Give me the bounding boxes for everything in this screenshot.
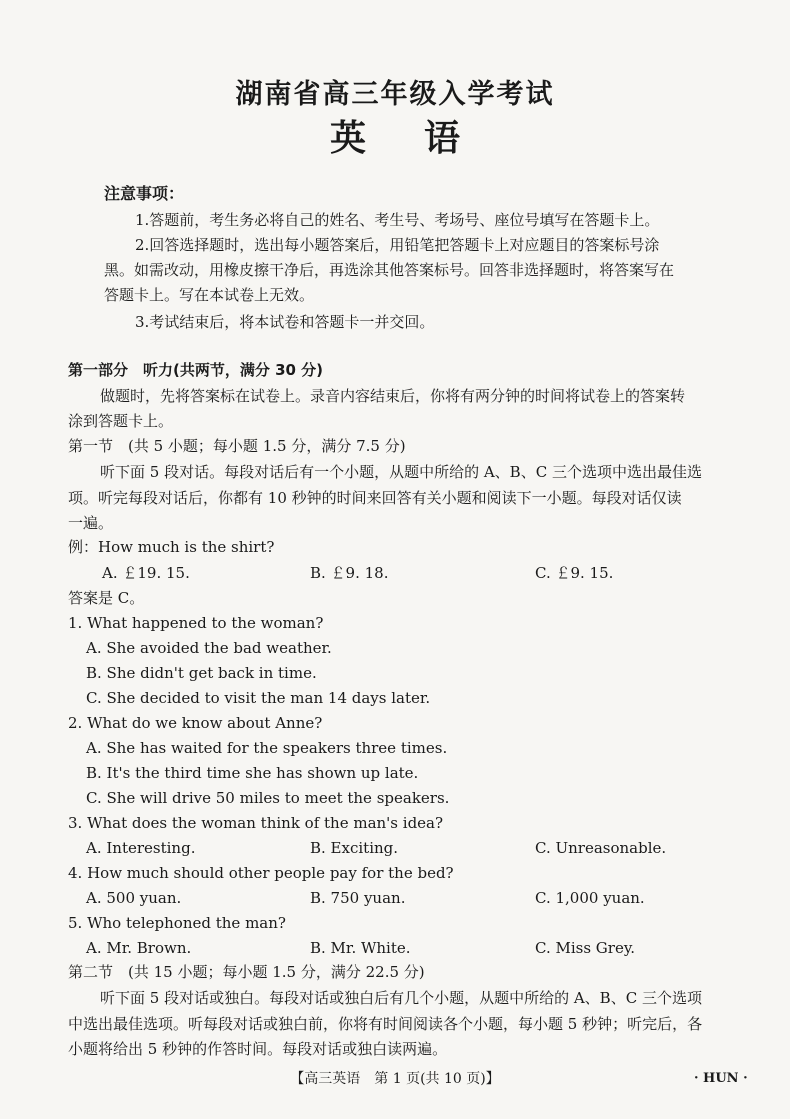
question-3-option-a: A. Interesting. xyxy=(86,839,196,857)
notice-item: 3.考试结束后，将本试卷和答题卡一并交回。 xyxy=(135,313,435,331)
question-5: 5. Who telephoned the man? xyxy=(68,914,286,932)
question-3: 3. What does the woman think of the man's idea? xyxy=(68,814,444,832)
question-2-option-b: B. It's the third time she has shown up late. xyxy=(86,764,419,782)
section2-intro-line: 听下面 5 段对话或独白。每段对话或独白后有几个小题，从题中所给的 A、B、C 三个选项 xyxy=(100,989,702,1007)
example-answer: 答案是 C。 xyxy=(68,589,145,607)
exam-title: 湖南省高三年级入学考试 xyxy=(235,79,555,110)
question-1-option-c: C. She decided to visit the man 14 days later. xyxy=(86,689,431,707)
question-4: 4. How much should other people pay for the bed? xyxy=(68,864,454,882)
question-5-option-a: A. Mr. Brown. xyxy=(86,939,192,957)
question-3-option-c: C. Unreasonable. xyxy=(535,839,667,857)
section1-intro-line: 项。听完每段对话后，你都有 10 秒钟的时间来回答有关小题和阅读下一小题。每段对话仅读 xyxy=(68,489,682,507)
example-option-a: A. ￡19. 15. xyxy=(102,564,190,582)
question-4-option-a: A. 500 yuan. xyxy=(86,889,182,907)
question-1-option-a: A. She avoided the bad weather. xyxy=(86,639,332,657)
notice-item: 答题卡上。写在本试卷上无效。 xyxy=(104,286,315,304)
notice-item: 2.回答选择题时，选出每小题答案后，用铅笔把答题卡上对应题目的答案标号涂 xyxy=(135,236,660,254)
section2-intro-line: 中选出最佳选项。听每段对话或独白前，你将有时间阅读各个小题，每小题 5 秒钟；听完后，各 xyxy=(68,1015,703,1033)
question-2: 2. What do we know about Anne? xyxy=(68,714,323,732)
question-1: 1. What happened to the woman? xyxy=(68,614,324,632)
example-option-c: C. ￡9. 15. xyxy=(535,564,614,582)
subject-title: 英语 xyxy=(329,118,518,159)
part1-intro-line: 涂到答题卡上。 xyxy=(68,412,174,430)
example-question: 例：How much is the shirt? xyxy=(68,538,275,556)
part1-heading: 第一部分 听力(共两节，满分 30 分) xyxy=(68,361,324,379)
notice-item: 1.答题前，考生务必将自己的姓名、考生号、考场号、座位号填写在答题卡上。 xyxy=(135,211,660,229)
notice-heading: 注意事项： xyxy=(104,184,185,203)
question-5-option-c: C. Miss Grey. xyxy=(535,939,636,957)
question-3-option-b: B. Exciting. xyxy=(310,839,399,857)
question-2-option-c: C. She will drive 50 miles to meet the speakers. xyxy=(86,789,450,807)
question-2-option-a: A. She has waited for the speakers three times. xyxy=(86,739,448,757)
section2-heading: 第二节 (共 15 小题；每小题 1.5 分，满分 22.5 分) xyxy=(68,963,425,981)
section1-heading: 第一节 (共 5 小题；每小题 1.5 分，满分 7.5 分) xyxy=(68,437,406,455)
question-1-option-b: B. She didn't get back in time. xyxy=(86,664,317,682)
question-5-option-b: B. Mr. White. xyxy=(310,939,411,957)
footer-code: · HUN · xyxy=(694,1071,748,1086)
section1-intro-line: 一遍。 xyxy=(68,514,114,532)
question-4-option-b: B. 750 yuan. xyxy=(310,889,406,907)
section2-intro-line: 小题将给出 5 秒钟的作答时间。每段对话或独白读两遍。 xyxy=(68,1040,448,1058)
section1-intro-line: 听下面 5 段对话。每段对话后有一个小题，从题中所给的 A、B、C 三个选项中选出最佳选 xyxy=(100,463,702,481)
page-footer: 【高三英语 第 1 页(共 10 页)】 xyxy=(290,1071,500,1087)
example-option-b: B. ￡9. 18. xyxy=(310,564,389,582)
notice-item: 黑。如需改动，用橡皮擦干净后，再选涂其他答案标号。回答非选择题时，将答案写在 xyxy=(104,261,675,279)
part1-intro-line: 做题时，先将答案标在试卷上。录音内容结束后，你将有两分钟的时间将试卷上的答案转 xyxy=(100,387,686,405)
question-4-option-c: C. 1,000 yuan. xyxy=(535,889,645,907)
